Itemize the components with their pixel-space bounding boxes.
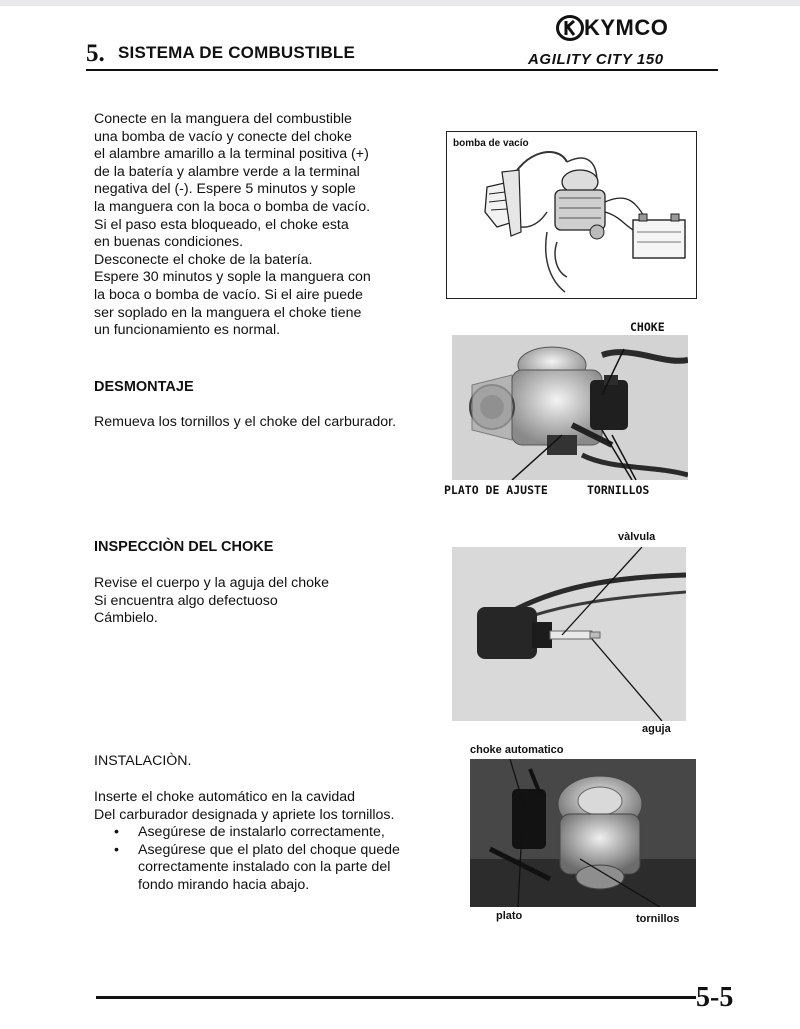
- intro-line: la boca o bomba de vacío. Si el aire puede: [94, 286, 363, 303]
- instalacion-paragraph: [94, 789, 400, 895]
- fig3-leader-lines: [452, 547, 686, 721]
- model-name: AGILITY CITY 150: [528, 51, 664, 68]
- bullet-line: fondo mirando hacia abajo.: [138, 876, 310, 893]
- inspeccion-line: Cámbielo.: [94, 610, 158, 627]
- fig2-label-plato: PLATO DE AJUSTE: [444, 483, 548, 497]
- bullet-line: Asegúrese de instalarlo correctamente,: [138, 824, 385, 841]
- desmontaje-heading: DESMONTAJE: [94, 379, 194, 395]
- inspeccion-paragraph: [94, 575, 329, 628]
- inspeccion-heading: INSPECCIÒN DEL CHOKE: [94, 539, 274, 555]
- inspeccion-line: Revise el cuerpo y la aguja del choke: [94, 575, 330, 591]
- desmontaje-text: Remueva los tornillos y el choke del carburador.: [94, 414, 397, 430]
- chapter-number: 5.: [86, 40, 105, 67]
- instalacion-line: Del carburador designada y apriete los tornillos.: [94, 806, 395, 823]
- intro-line: ser soplado en la manguera el choke tiene: [94, 304, 362, 321]
- intro-line: Desconecte el choke de la batería.: [94, 251, 313, 268]
- fig4-label-tornillos: tornillos: [636, 913, 680, 925]
- bullet-line: Asegúrese que el plato del choque quede: [138, 841, 400, 858]
- bullet-dot-icon: •: [114, 841, 119, 858]
- figure-vacuum-test: [446, 131, 697, 299]
- intro-line: una bomba de vacío y conecte del choke: [94, 128, 352, 145]
- intro-line: Si el paso esta bloqueado, el choke esta: [94, 216, 349, 233]
- fig3-label-valvula: vàlvula: [618, 531, 656, 543]
- kymco-logo-icon: [556, 14, 584, 42]
- bullet-dot-icon: •: [114, 824, 119, 841]
- instalacion-heading: INSTALACIÒN.: [94, 753, 192, 769]
- figure-carburetor: [452, 335, 688, 480]
- vacuum-pump-battery-diagram-icon: [447, 132, 696, 298]
- inspeccion-line: Si encuentra algo defectuoso: [94, 592, 278, 609]
- intro-paragraph: [94, 111, 371, 340]
- intro-line: un funcionamiento es normal.: [94, 322, 281, 339]
- bullet-line: correctamente instalado con la parte del: [138, 859, 391, 876]
- chapter-title: SISTEMA DE COMBUSTIBLE: [118, 43, 356, 62]
- bullet-item: [94, 824, 400, 842]
- footer-rule: [96, 996, 696, 999]
- fig1-label-bomba: bomba de vacío: [453, 138, 529, 149]
- fig4-label-choke-auto: choke automatico: [470, 744, 564, 756]
- fig3-label-aguja: aguja: [642, 723, 671, 735]
- brand-name: KYMCO: [584, 15, 669, 40]
- fig2-label-choke: CHOKE: [630, 320, 665, 334]
- intro-line: la manguera con la boca o bomba de vacío.: [94, 198, 371, 215]
- figure-carburetor-install: [470, 759, 696, 907]
- fig2-label-tornillos: TORNILLOS: [587, 483, 650, 497]
- intro-line: en buenas condiciones.: [94, 234, 244, 251]
- fig2-leader-lines: [452, 335, 688, 480]
- bullet-item: [94, 842, 400, 895]
- figure-choke-unit: [452, 547, 686, 721]
- intro-line: Espere 30 minutos y sople la manguera con: [94, 269, 371, 286]
- intro-line: negativa del (-). Espere 5 minutos y sople: [94, 181, 356, 198]
- page-number: 5-5: [696, 982, 734, 1013]
- header-rule: [86, 69, 718, 71]
- fig4-label-plato: plato: [496, 910, 523, 922]
- intro-line: Conecte en la manguera del combustible: [94, 111, 352, 127]
- fig4-leader-lines: [470, 759, 696, 907]
- intro-line: el alambre amarillo a la terminal positiva (+): [94, 146, 369, 163]
- top-edge: [0, 0, 800, 6]
- instalacion-bullets: [94, 824, 400, 894]
- intro-line: de la batería y alambre verde a la terminal: [94, 163, 360, 180]
- instalacion-line: Inserte el choke automático en la cavidad: [94, 789, 356, 805]
